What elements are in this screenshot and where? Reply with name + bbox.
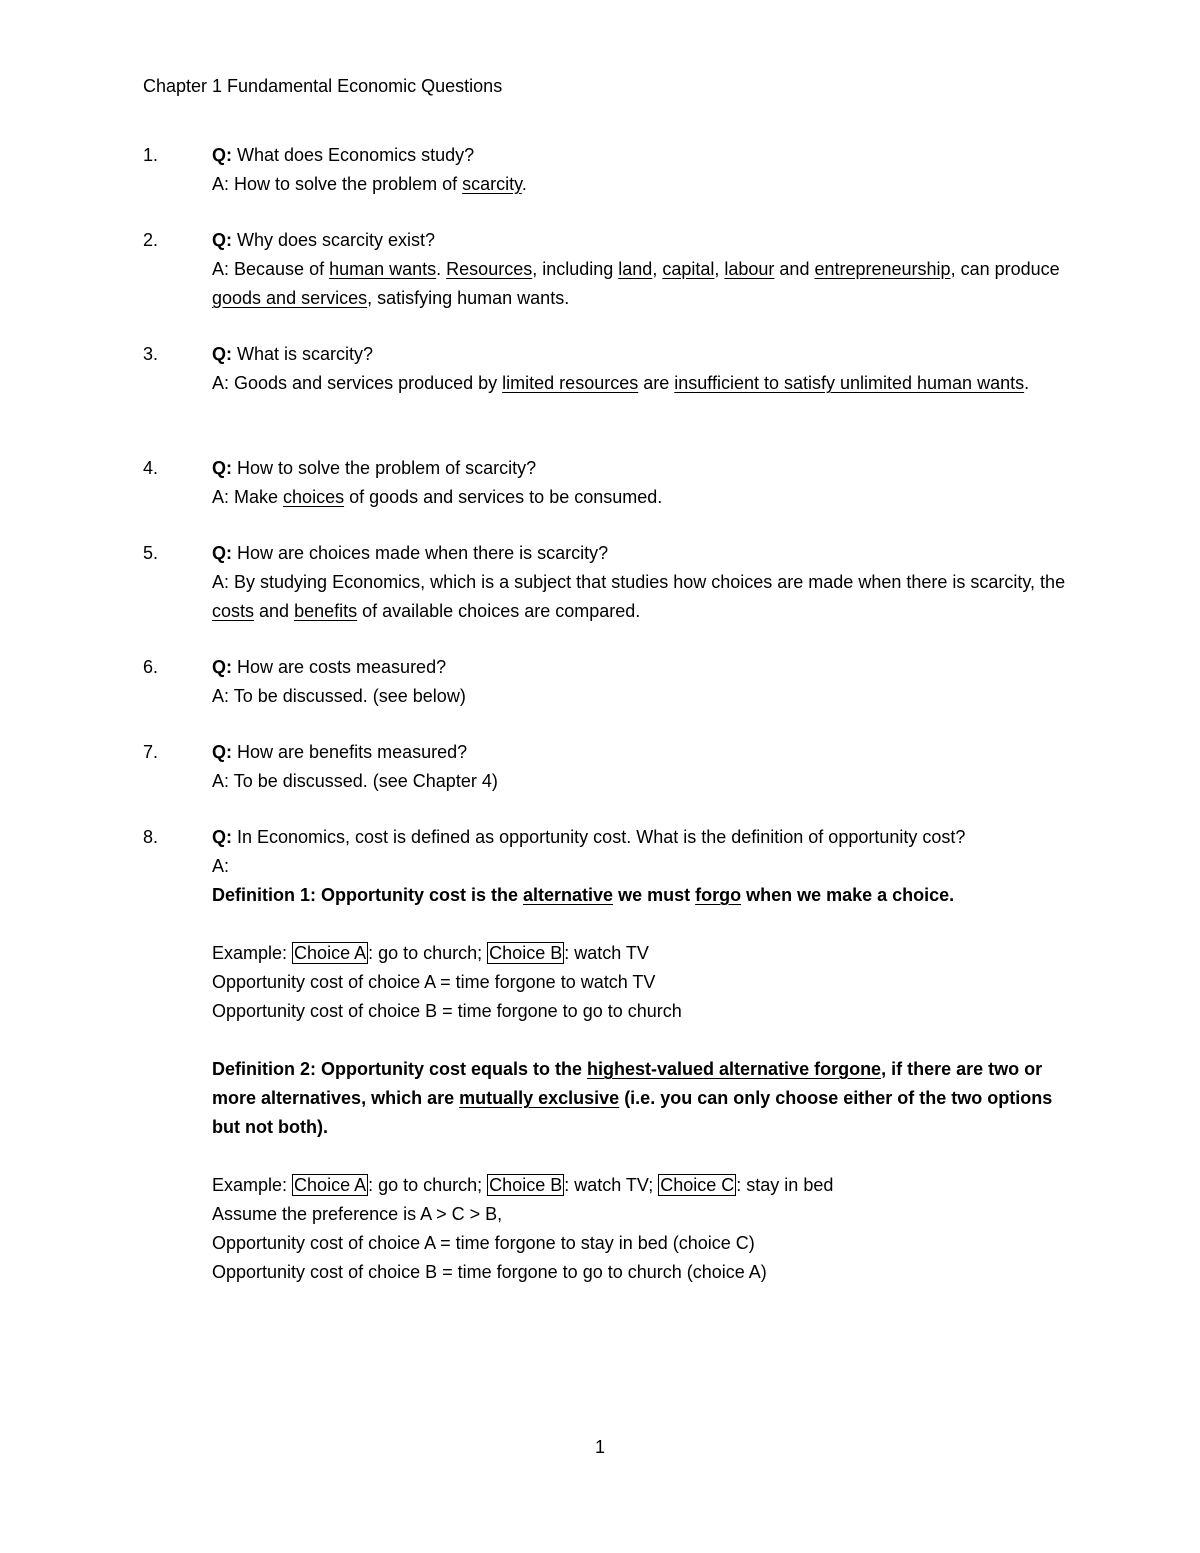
- example-2-line: Opportunity cost of choice A = time forgone to stay in bed (choice C): [212, 1233, 755, 1253]
- qa-item-4: [143, 454, 1073, 512]
- qa-item-5: [143, 539, 1073, 626]
- choice-box: Choice B: [489, 1175, 563, 1195]
- question: Q: How to solve the problem of scarcity?: [212, 458, 537, 478]
- question: Q: What is scarcity?: [212, 344, 374, 364]
- item-number: 8.: [143, 827, 159, 847]
- choice-box: Choice B: [489, 943, 563, 963]
- question: Q: Why does scarcity exist?: [212, 230, 436, 250]
- example-2-line: Opportunity cost of choice B = time forgone to go to church (choice A): [212, 1262, 767, 1282]
- item-number: 3.: [143, 344, 159, 364]
- definition-1: Definition 1: Opportunity cost is the alternative we must forgo when we make a choice.: [212, 885, 955, 905]
- qa-item-3: [143, 340, 1073, 398]
- question: Q: In Economics, cost is defined as opportunity cost. What is the definition of opportunity cost?: [212, 827, 966, 847]
- item-number: 1.: [143, 145, 159, 165]
- definition-2: Definition 2: Opportunity cost equals to the highest-valued alternative forgone, if there are two or more alternatives, which are mutually exclusive (i.e. you can only choose either of the two options but not both).: [212, 1059, 1053, 1137]
- answer: A: To be discussed. (see below): [212, 686, 466, 706]
- answer: A: How to solve the problem of scarcity.: [212, 174, 527, 194]
- qa-item-8: [143, 823, 1073, 1287]
- choice-box: Choice A: [294, 943, 367, 963]
- example-2-line: Assume the preference is A > C > B,: [212, 1204, 503, 1224]
- qa-item-6: [143, 653, 1073, 711]
- qa-item-7: [143, 738, 1073, 796]
- question: Q: How are costs measured?: [212, 657, 447, 677]
- answer: A: By studying Economics, which is a subject that studies how choices are made when there is scarcity, the costs and benefits of available choices are compared.: [212, 572, 1066, 621]
- qa-item-2: [143, 226, 1073, 313]
- example-1-line: Opportunity cost of choice A = time forgone to watch TV: [212, 972, 656, 992]
- item-number: 6.: [143, 657, 159, 677]
- choice-box: Choice A: [294, 1175, 367, 1195]
- answer: A: Because of human wants. Resources, including land, capital, labour and entrepreneurship, can produce goods and services, satisfying human wants.: [212, 259, 1060, 308]
- answer: A: Goods and services produced by limited resources are insufficient to satisfy unlimited human wants.: [212, 373, 1030, 393]
- document-title: Chapter 1 Fundamental Economic Questions: [143, 76, 503, 96]
- answer: A: Make choices of goods and services to be consumed.: [212, 487, 663, 507]
- question: Q: How are choices made when there is scarcity?: [212, 543, 609, 563]
- item-number: 4.: [143, 458, 159, 478]
- item-number: 5.: [143, 543, 159, 563]
- page-number: 1: [594, 1437, 605, 1457]
- answer-label: A:: [212, 856, 230, 876]
- question: Q: How are benefits measured?: [212, 742, 468, 762]
- question: Q: What does Economics study?: [212, 145, 475, 165]
- example-1-line: Opportunity cost of choice B = time forgone to go to church: [212, 1001, 682, 1021]
- example-1: Example: Choice A : go to church; Choice B : watch TV: [212, 943, 649, 963]
- answer: A: To be discussed. (see Chapter 4): [212, 771, 498, 791]
- example-2: Example: Choice A : go to church; Choice B : watch TV; Choice C : stay in bed: [212, 1175, 834, 1195]
- choice-box: Choice C: [660, 1175, 735, 1195]
- qa-item-1: [143, 141, 1073, 199]
- item-number: 2.: [143, 230, 159, 250]
- item-number: 7.: [143, 742, 159, 762]
